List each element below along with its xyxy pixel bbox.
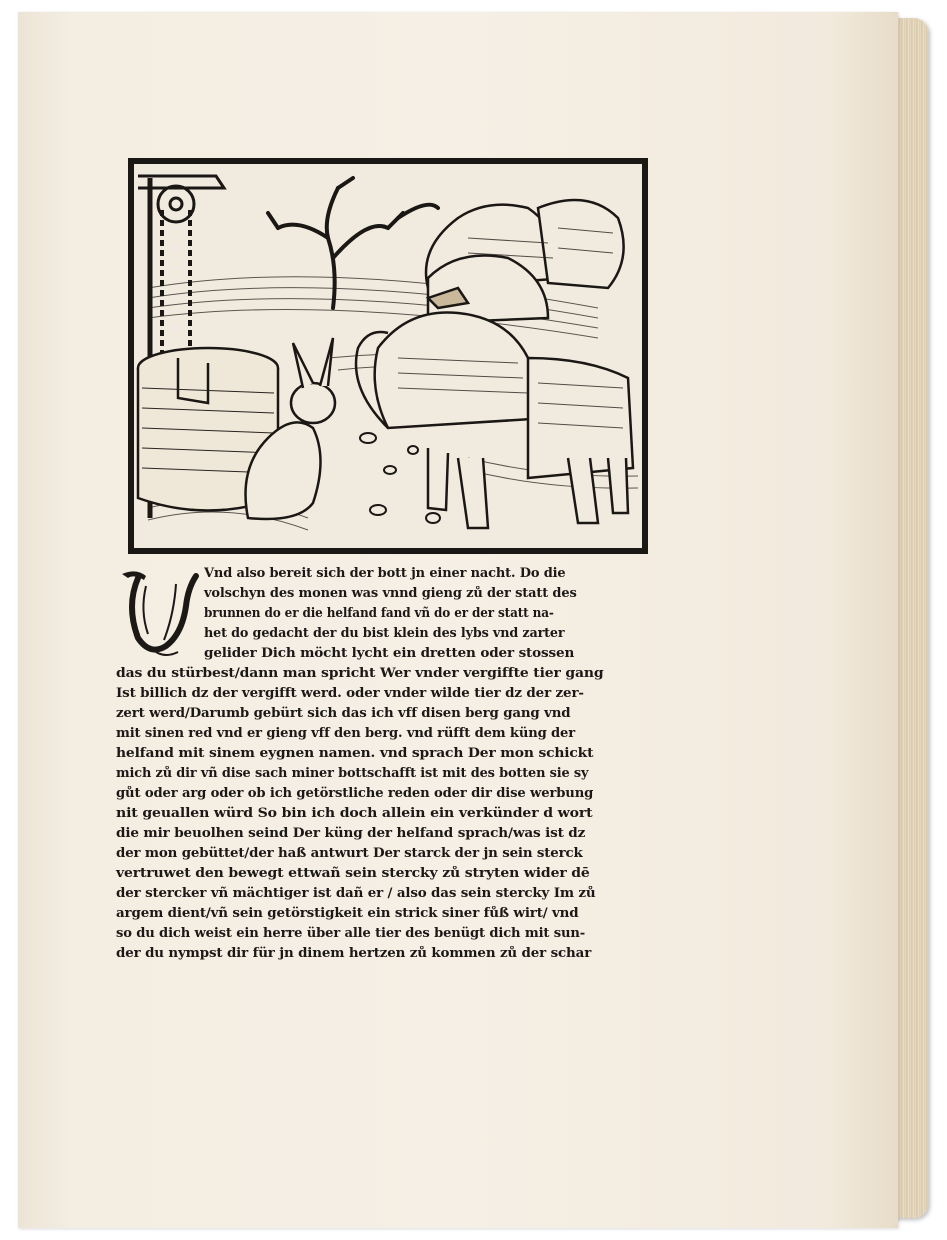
text-line: nit geuallen würd So bin ich doch allein ein verkünder d wort	[116, 806, 593, 821]
text-line: helfand mit sinem eygnen namen. vnd sprach Der mon schickt	[116, 746, 594, 761]
text-line: zert werd/Darumb gebürt sich das ich vff disen berg gang vnd	[116, 706, 571, 721]
text-line: der mon gebüttet/der haß antwurt Der starck der jn sein sterck	[116, 846, 583, 861]
text-line: der stercker vñ mächtiger ist dañ er / also das sein stercky Im zů	[116, 886, 596, 901]
text-line: argem dient/vñ sein getörstigkeit ein strick siner fůß wirt/ vnd	[116, 906, 579, 921]
text-line: der du nympst dir für jn dinem hertzen zů kommen zů der schar	[116, 946, 592, 961]
text-line: so du dich weist ein herre über alle tier des benügt dich mit sun-	[116, 926, 586, 941]
text-line: Ist billich dz der vergifft werd. oder vnder wilde tier dz der zer-	[116, 686, 584, 701]
text-line: gelider Dich möcht lycht ein dretten oder stossen	[204, 646, 575, 661]
decorated-initial	[116, 566, 202, 658]
text-line: mich zů dir vñ dise sach miner bottschafft ist mit des botten sie sy	[116, 766, 589, 781]
text-line: Vnd also bereit sich der bott jn einer nacht. Do die	[204, 566, 566, 581]
text-line: mit sinen red vnd er gieng vff den berg. vnd rüfft dem küng der	[116, 726, 576, 741]
text-line: gůt oder arg oder ob ich getörstliche reden oder dir dise werbung	[116, 786, 594, 801]
text-line: brunnen do er die helfand fand vñ do er der statt na-	[204, 606, 554, 621]
text-line: das du stürbest/dann man spricht Wer vnder vergiffte tier gang	[116, 666, 604, 681]
woodcut-illustration	[128, 158, 648, 554]
text-line: die mir beuolhen seind Der küng der helfand sprach/was ist dz	[116, 826, 586, 841]
text-line: volschyn des monen was vnnd gieng zů der statt des	[204, 586, 577, 601]
text-line: het do gedacht der du bist klein des lybs vnd zarter	[204, 626, 565, 641]
text-line: vertruwet den bewegt ettwañ sein stercky zů stryten wider dē	[116, 866, 590, 881]
